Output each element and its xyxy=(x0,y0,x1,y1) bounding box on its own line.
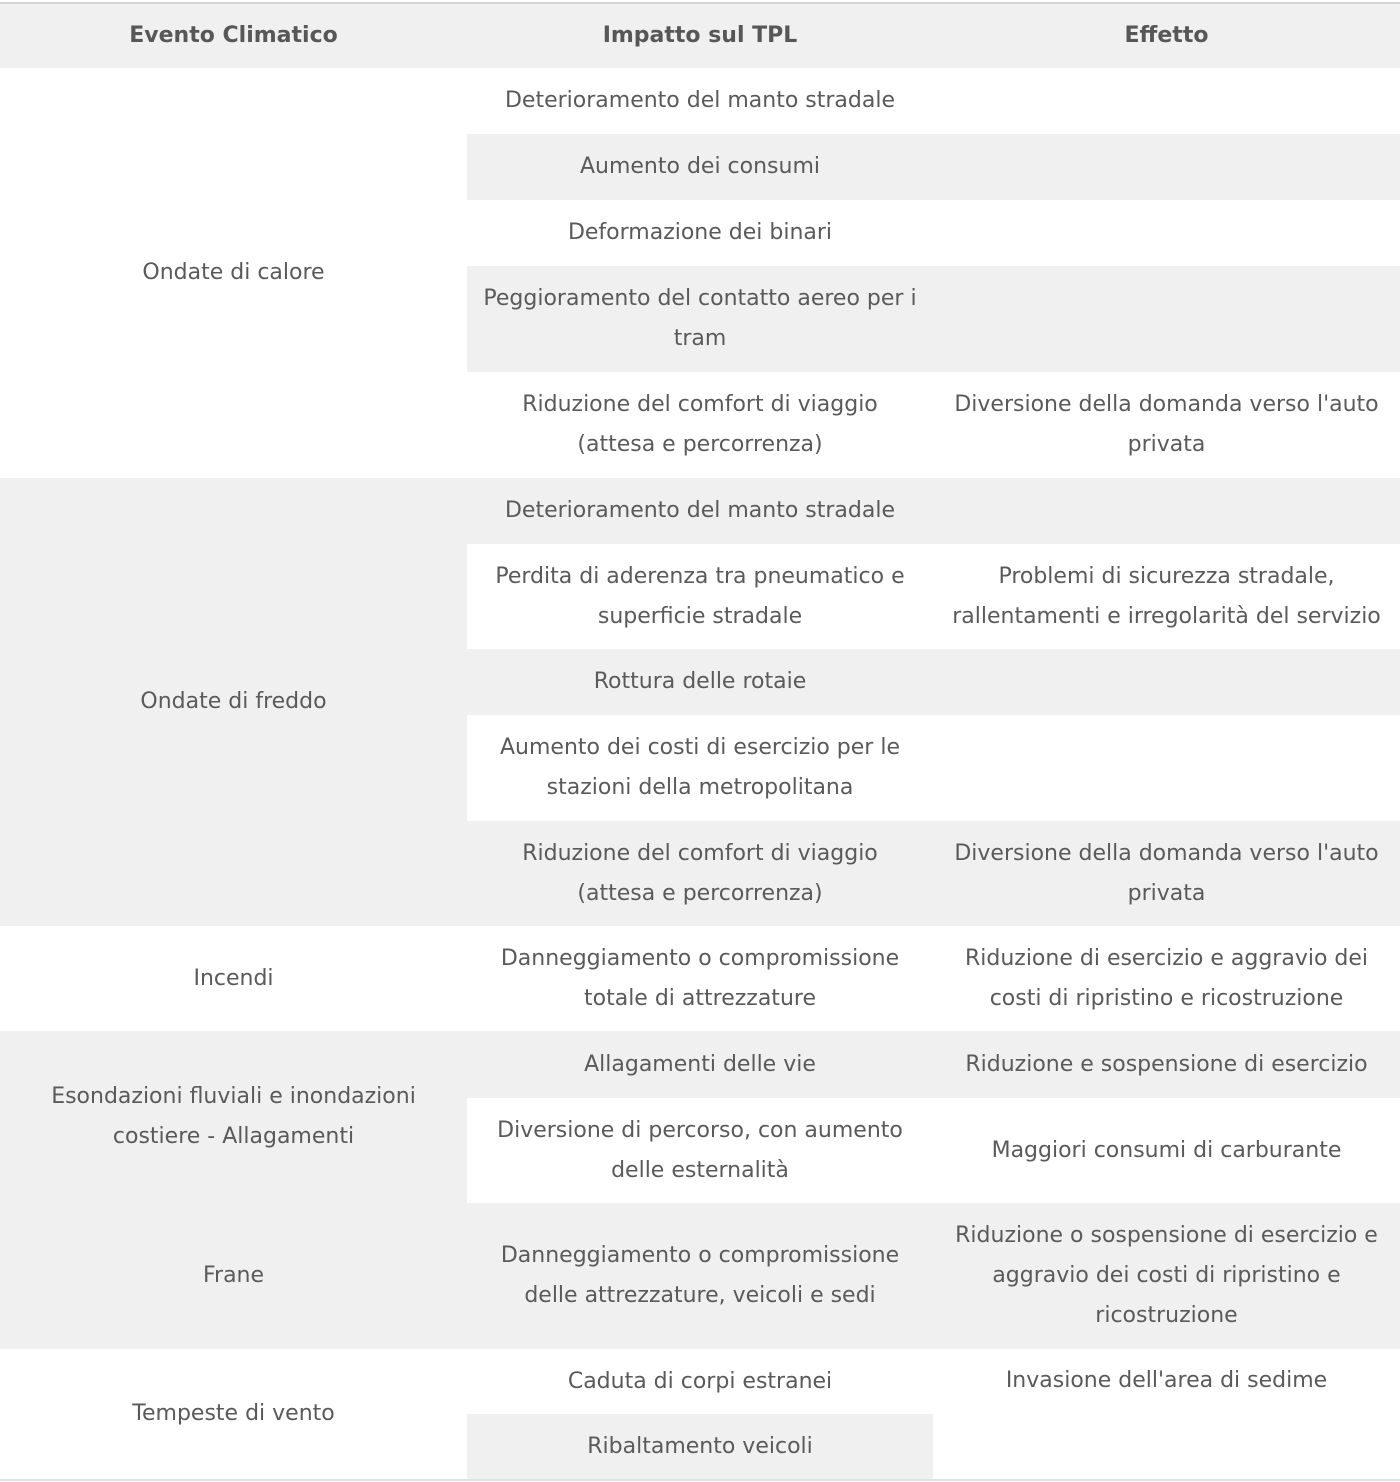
header-effetto: Effetto xyxy=(933,4,1400,68)
event-tempeste-di-vento: Tempeste di vento xyxy=(0,1349,467,1479)
impact-cold-4: Aumento dei costi di esercizio per le stazioni della metropolitana xyxy=(467,715,933,821)
impact-floods-2: Diversione di percorso, con aumento delle esternalità xyxy=(467,1098,933,1203)
table-bottom-border xyxy=(0,1479,1400,1481)
effect-cold-4 xyxy=(933,715,1400,821)
effect-fires-1: Riduzione di esercizio e aggravio dei costi di ripristino e ricostruzione xyxy=(933,926,1400,1031)
impact-cold-5: Riduzione del comfort di viaggio (attesa e percorrenza) xyxy=(467,821,933,926)
effect-floods-2: Maggiori consumi di carburante xyxy=(933,1098,1400,1203)
event-esondazioni: Esondazioni fluviali e inondazioni costiere - Allagamenti xyxy=(0,1031,467,1203)
event-incendi: Incendi xyxy=(0,926,467,1031)
effect-heat-4 xyxy=(933,266,1400,372)
effect-heat-1 xyxy=(933,68,1400,134)
event-ondate-di-freddo: Ondate di freddo xyxy=(0,478,467,926)
impact-wind-1: Caduta di corpi estranei xyxy=(467,1349,933,1414)
impact-heat-1: Deterioramento del manto stradale xyxy=(467,68,933,134)
effect-landslides-1: Riduzione o sospensione di esercizio e aggravio dei costi di ripristino e ricostruzione xyxy=(933,1203,1400,1349)
impact-heat-5: Riduzione del comfort di viaggio (attesa e percorrenza) xyxy=(467,372,933,478)
impact-fires-1: Danneggiamento o compromissione totale di attrezzature xyxy=(467,926,933,1031)
effect-cold-3 xyxy=(933,649,1400,715)
impact-wind-2: Ribaltamento veicoli xyxy=(467,1414,933,1479)
header-impatto-tpl: Impatto sul TPL xyxy=(467,4,933,68)
event-ondate-di-calore: Ondate di calore xyxy=(0,68,467,478)
effect-wind-1: Invasione dell'area di sedime xyxy=(933,1349,1400,1479)
impact-cold-2: Perdita di aderenza tra pneumatico e superficie stradale xyxy=(467,544,933,649)
impact-cold-3: Rottura delle rotaie xyxy=(467,649,933,715)
effect-cold-2: Problemi di sicurezza stradale, rallentamenti e irregolarità del servizio xyxy=(933,544,1400,649)
impact-heat-2: Aumento dei consumi xyxy=(467,134,933,200)
effect-heat-5: Diversione della domanda verso l'auto privata xyxy=(933,372,1400,478)
impact-landslides-1: Danneggiamento o compromissione delle attrezzature, veicoli e sedi xyxy=(467,1203,933,1349)
header-evento-climatico: Evento Climatico xyxy=(0,4,467,68)
effect-cold-1 xyxy=(933,478,1400,544)
impact-cold-1: Deterioramento del manto stradale xyxy=(467,478,933,544)
effect-cold-5: Diversione della domanda verso l'auto privata xyxy=(933,821,1400,926)
event-frane: Frane xyxy=(0,1203,467,1349)
impact-heat-4: Peggioramento del contatto aereo per i tram xyxy=(467,266,933,372)
impact-heat-3: Deformazione dei binari xyxy=(467,200,933,266)
effect-heat-2 xyxy=(933,134,1400,200)
effect-floods-1: Riduzione e sospensione di esercizio xyxy=(933,1031,1400,1098)
effect-heat-3 xyxy=(933,200,1400,266)
impact-floods-1: Allagamenti delle vie xyxy=(467,1031,933,1098)
